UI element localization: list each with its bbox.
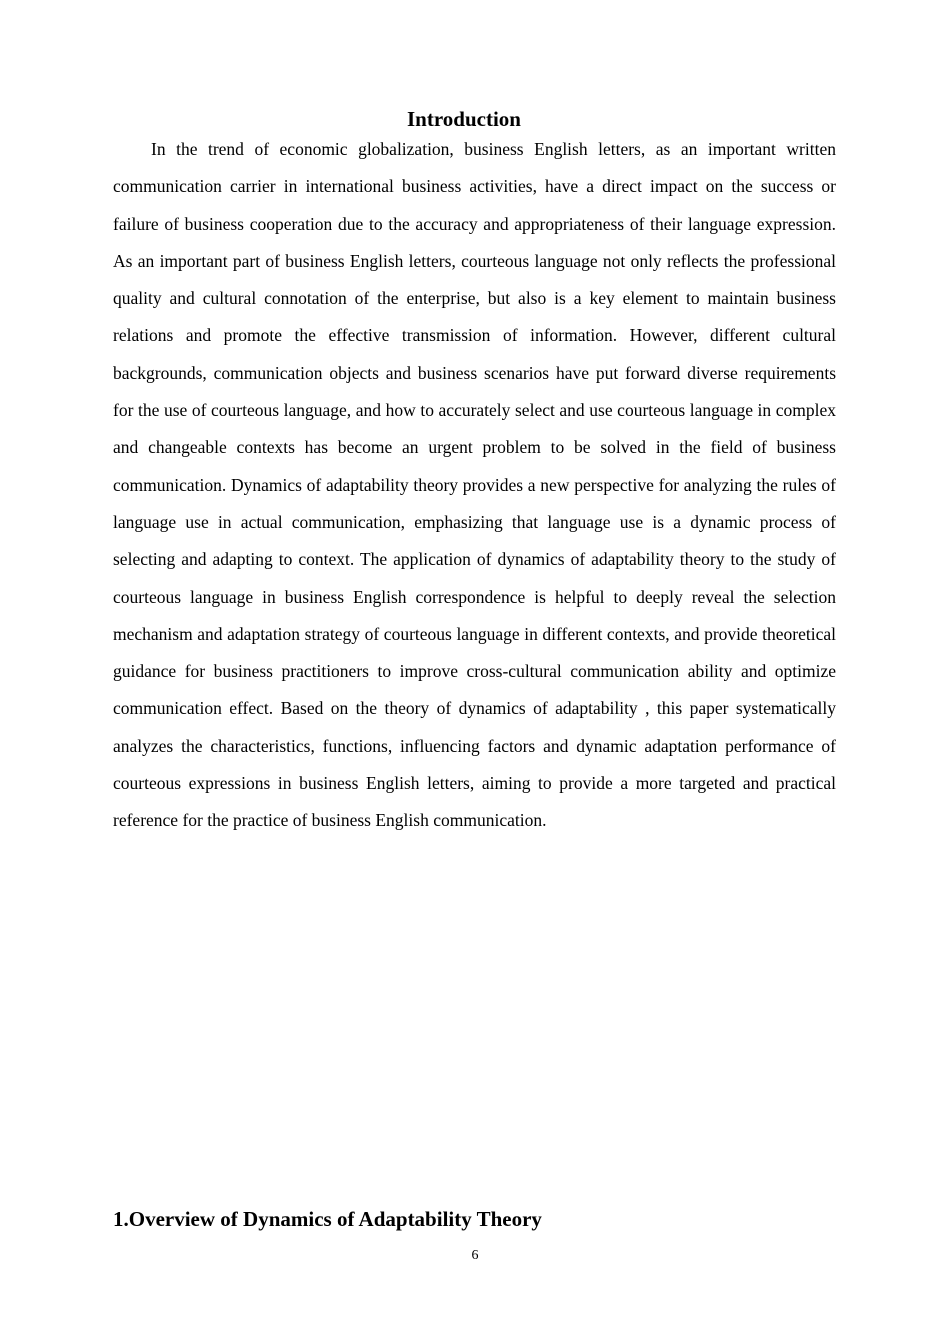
page-title: Introduction [407, 107, 521, 131]
section-heading: 1.Overview of Dynamics of Adaptability Theory [113, 1207, 542, 1231]
introduction-paragraph: In the trend of economic globalization, business English letters, as an important written communication carrier in international business activities, have a direct impact on the success or failure of business cooperation due to the accuracy and appropriateness of their language expression. As an important part of business English letters, courteous language not only reflects the professional quality and cultural connotation of the enterprise, but also is a key element to maintain business relations and promote the effective transmission of information. However, different cultural backgrounds, communication objects and business scenarios have put forward diverse requirements for the use of courteous language, and how to accurately select and use courteous language in complex and changeable contexts has become an urgent problem to be solved in the field of business communication. Dynamics of adaptability theory provides a new perspective for analyzing the rules of language use in actual communication, emphasizing that language use is a dynamic process of selecting and adapting to context. The application of dynamics of adaptability theory to the study of courteous language in business English correspondence is helpful to deeply reveal the selection mechanism and adaptation strategy of courteous language in different contexts, and provide theoretical guidance for business practitioners to improve cross-cultural communication ability and optimize communication effect. Based on the theory of dynamics of adaptability , this paper systematically analyzes the characteristics, functions, influencing factors and dynamic adaptation performance of courteous expressions in business English letters, aiming to provide a more targeted and practical reference for the practice of business English communication. [113, 139, 836, 831]
page-number: 6 [471, 1248, 479, 1263]
